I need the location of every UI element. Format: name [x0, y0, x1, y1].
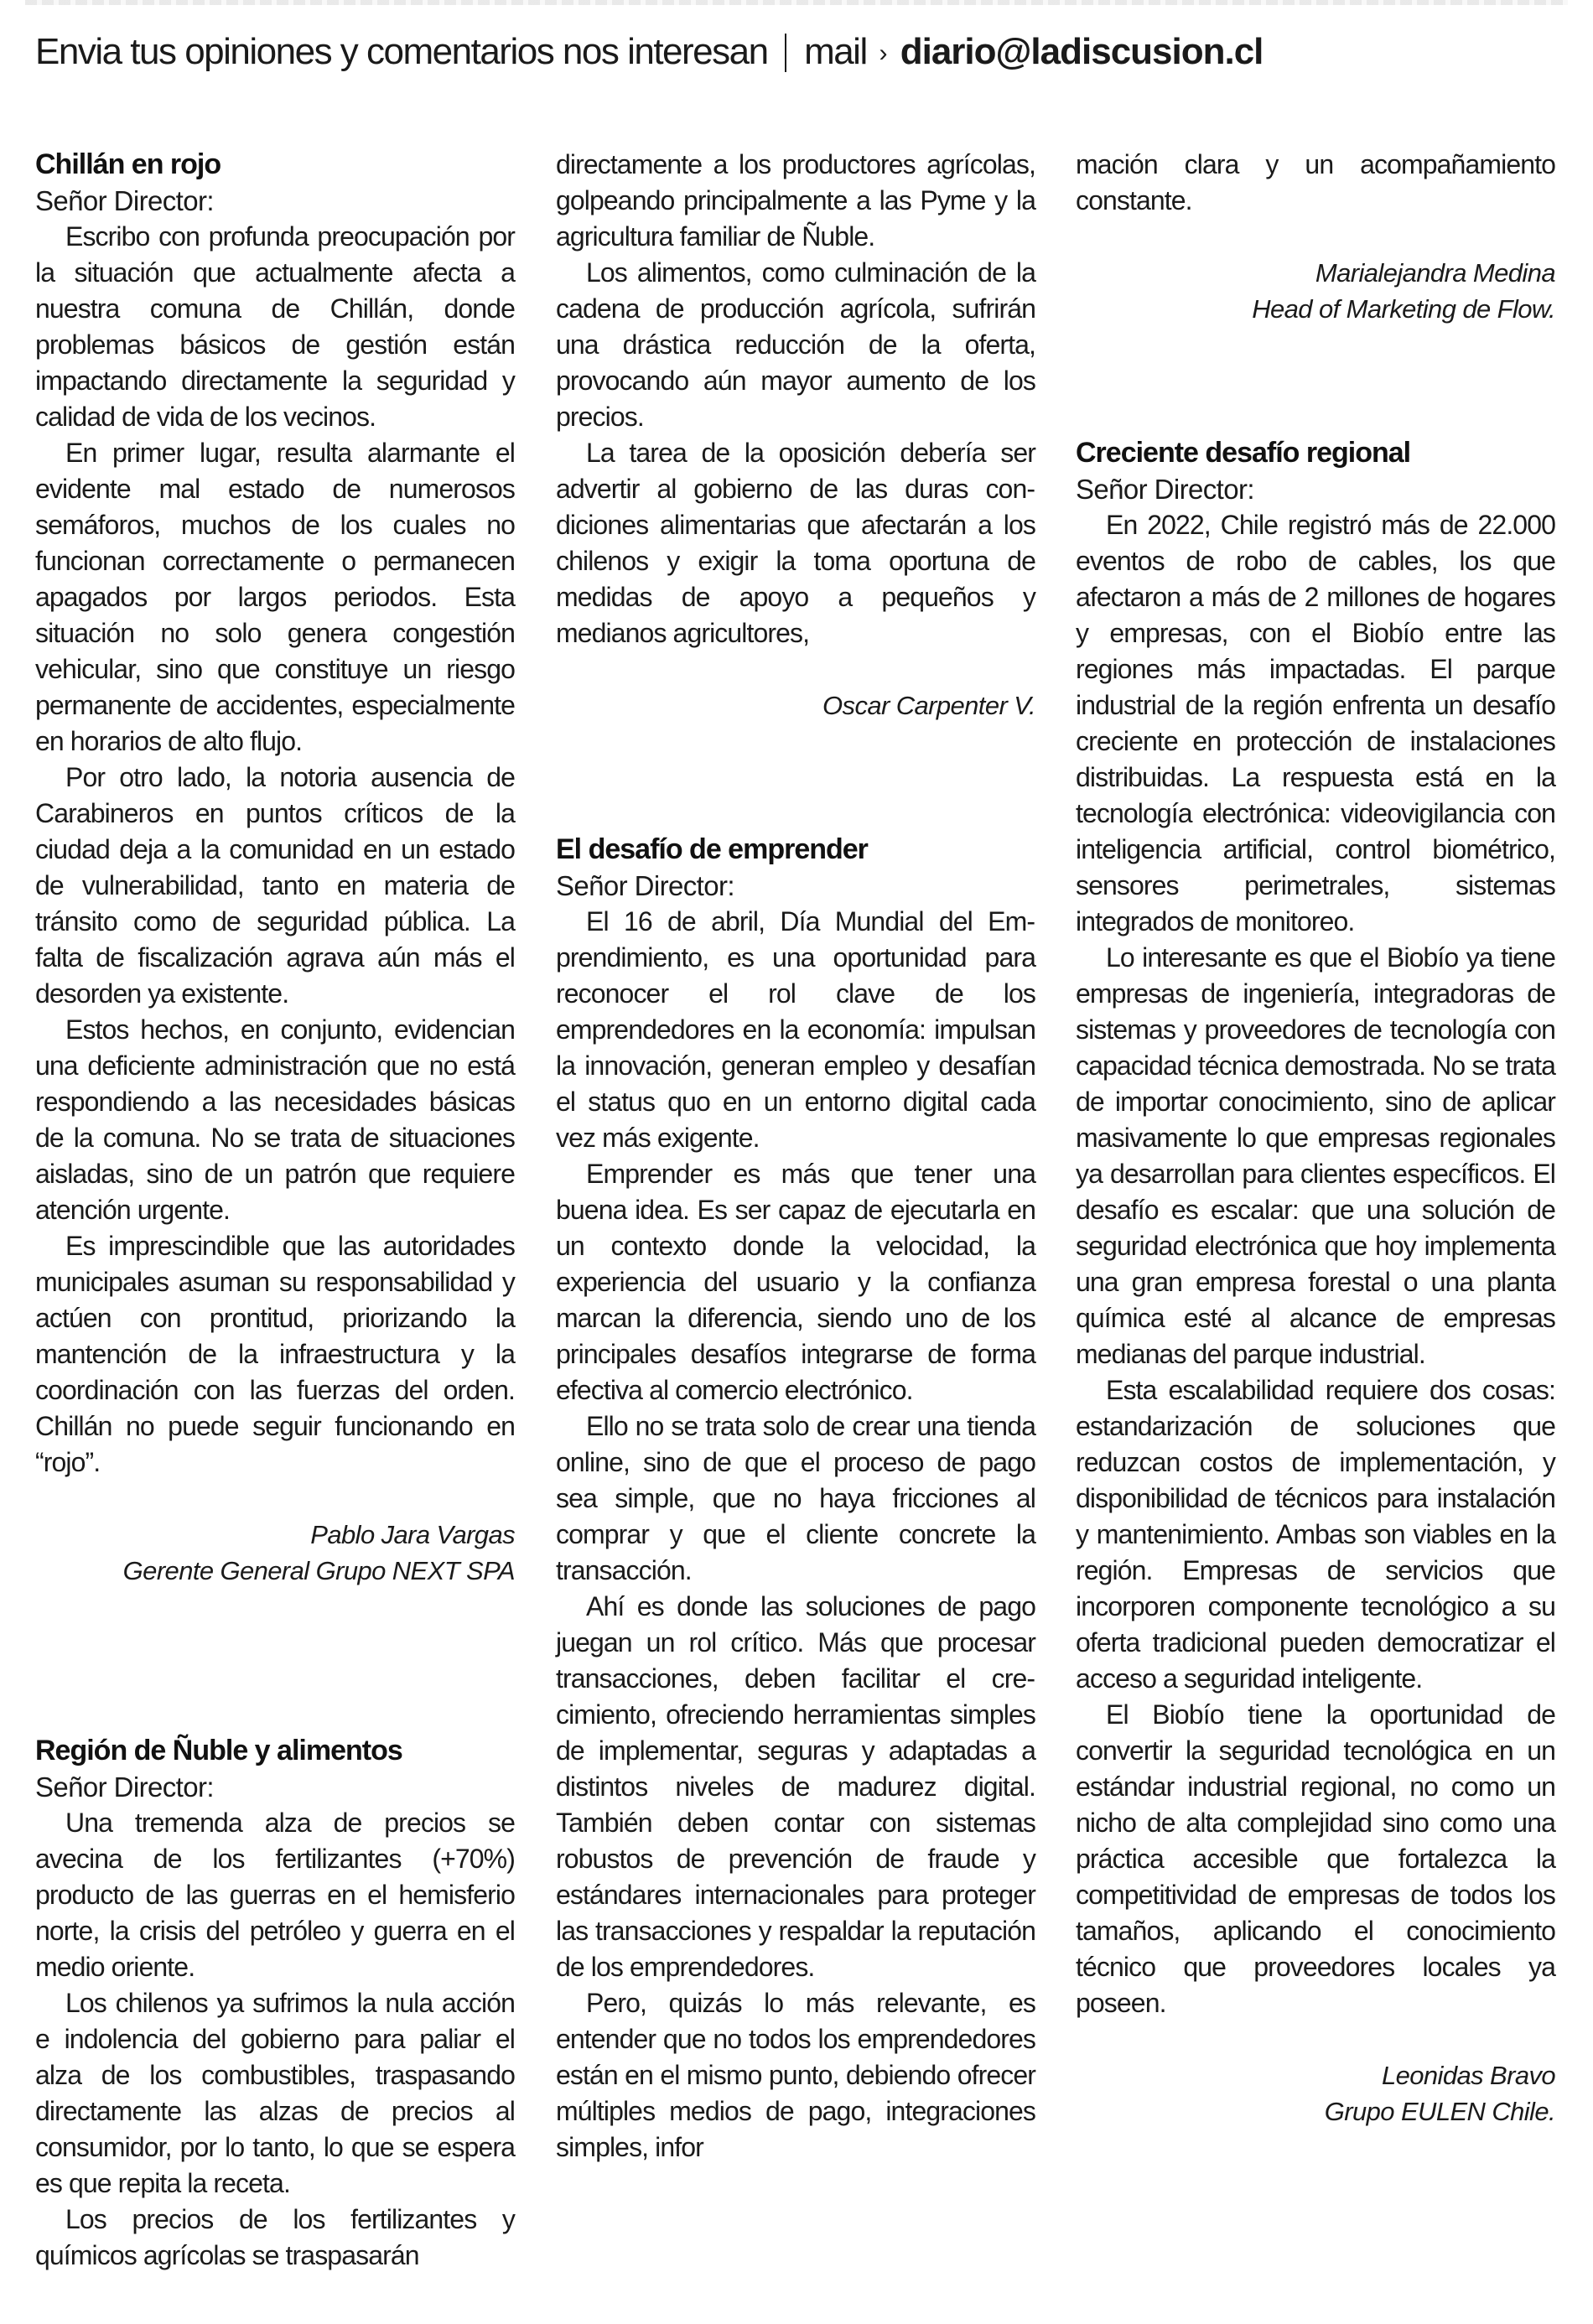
letter-title: Creciente desafío regional	[1076, 437, 1411, 469]
paragraph: El 16 de abril, Día Mundial del Emprendimiento, es una oportunidad para reconocer el rol clave de los emprendedores en la economía: impulsan la innovación, generan empleo y desafían el status quo en un entorno digital cada vez más exigente.	[556, 906, 1035, 1153]
letter-title: Región de Ñuble y alimentos	[35, 1735, 402, 1766]
paragraph: Los chilenos ya sufrimos la nula acción e indolencia del gobierno para paliar el alza de los combustibles, traspasando directamente las alzas de precios al consumidor, por lo tanto, lo que se espera es que repita la receta.	[35, 1988, 515, 2198]
column-3	[1076, 147, 1555, 2129]
signature	[556, 687, 1035, 724]
paragraph: La tarea de la oposición debería ser advertir al gobierno de las duras condiciones alimentarias que afectarán a los chilenos y exigir la toma oportuna de medidas de apoyo a pequeños y medianos agricultores,	[556, 438, 1035, 648]
signature-role: Gerente General Grupo NEXT SPA	[122, 1556, 515, 1585]
email-link[interactable]: diario@ladiscusion.cl	[900, 31, 1264, 72]
paragraph: Es imprescindible que las autoridades municipales asuman su responsabilidad y actúen con prontitud, priorizando la mantención de la infraestructura y la coordinación con las fuerzas del orden. Chillán no puede seguir funcionando en “rojo”.	[35, 1231, 515, 1477]
separator-bar	[785, 34, 786, 72]
column-1	[35, 147, 515, 2274]
signature-name: Pablo Jara Vargas	[310, 1520, 515, 1549]
signature	[35, 1517, 515, 1589]
paragraph: mación clara y un acompañamiento constante.	[1076, 149, 1555, 215]
salutation: Señor Director:	[556, 870, 734, 901]
mail-label: mail	[804, 31, 867, 72]
signature	[1076, 255, 1555, 327]
signature-name: Marialejandra Medina	[1315, 258, 1555, 288]
paragraph: Pero, quizás lo más relevante, es entender que no todos los emprendedores están en el mismo punto, debiendo ofrecer múltiples medios de pago, integraciones simples, infor	[556, 1988, 1035, 2162]
paragraph: Esta escalabilidad requiere dos cosas: estandarización de soluciones que reduzcan costos de implementación, y disponibilidad de técnicos para instalación y mantenimiento. Ambas son viables en la región. Empresas de servicios que incorporen componente tecnológico a su oferta tradicional pueden democratizar el acceso a seguridad inteligente.	[1076, 1375, 1555, 1694]
letter-chillan-en-rojo	[35, 147, 515, 1589]
paragraph: Lo interesante es que el Biobío ya tiene empresas de ingeniería, integradoras de sistemas y proveedores de tecnología con capacidad técnica demostrada. No se trata de importar conocimiento, sino de aplicar masivamente lo que empresas regionales ya desarrollan para clientes específicos. El desafío es escalar: que una solución de seguridad electrónica que hoy implementa una gran empresa forestal o una planta química esté al alcance de empresas medianas del parque industrial.	[1076, 942, 1555, 1369]
signature-role: Head of Marketing de Flow.	[1252, 294, 1555, 324]
signature-name: Oscar Carpenter V.	[822, 691, 1035, 720]
signature	[1076, 2057, 1555, 2129]
paragraph: Ahí es donde las soluciones de pago juegan un rol crítico. Más que procesar transacciones, deben facilitar el crecimiento, ofreciendo herramientas simples de implementar, seguras y adaptadas a distintos niveles de madurez digital. También deben contar con sistemas robustos de prevención de fraude y estándares internacionales para proteger las transacciones y respaldar la reputación de los emprendedores.	[556, 1591, 1035, 1982]
column-2	[556, 147, 1035, 2166]
paragraph: Estos hechos, en conjunto, evidencian una deficiente administración que no está respondiendo a las necesidades básicas de la comuna. No se trata de situaciones aisladas, sino de un patrón que requiere atención urgente.	[35, 1014, 515, 1225]
feedback-header	[35, 29, 1263, 77]
paragraph: Por otro lado, la notoria ausencia de Carabineros en puntos críticos de la ciudad deja a la comunidad en un estado de vulnerabilidad, tanto en materia de tránsito como de seguridad pública. La falta de fiscalización agrava aún más el desorden ya existente.	[35, 762, 515, 1009]
salutation: Señor Director:	[1076, 474, 1254, 505]
paragraph: En primer lugar, resulta alarmante el evidente mal estado de numerosos semáforos, muchos de los cuales no funcionan correctamente o permanecen apagados por largos periodos. Esta situación no solo genera congestión vehicular, sino que constituye un riesgo permanente de accidentes, especialmente en horarios de alto flujo.	[35, 438, 515, 756]
paragraph: Escribo con profunda preocupación por la situación que actualmente afecta a nuestra comuna de Chillán, donde problemas básicos de gestión están impactando directamente la seguridad y calidad de vida de los vecinos.	[35, 221, 515, 432]
paragraph: Los alimentos, como culminación de la cadena de producción agrícola, sufrirán una drástica reducción de la oferta, provocando aún mayor aumento de los precios.	[556, 257, 1035, 432]
paragraph: directamente a los productores agrícolas, golpeando principalmente a las Pyme y la agricultura familiar de Ñuble.	[556, 149, 1035, 252]
letter-el-desafio-de-emprender	[556, 832, 1035, 2166]
chevron-right-icon: ›	[879, 39, 886, 67]
letter-region-de-nuble-continued	[556, 147, 1035, 724]
letter-title: Chillán en rojo	[35, 148, 221, 180]
salutation: Señor Director:	[35, 185, 214, 216]
salutation: Señor Director:	[35, 1772, 214, 1803]
paragraph: Ello no se trata solo de crear una tienda online, sino de que el proceso de pago sea simple, que no haya fricciones al comprar y que el cliente concrete la transacción.	[556, 1411, 1035, 1585]
paragraph: En 2022, Chile registró más de 22.000 eventos de robo de cables, los que afectaron a más de 2 millones de hogares y empresas, con el Biobío entre las regiones más impactadas. El parque industrial de la región enfrenta un desafío creciente en protección de instalaciones distribuidas. La respuesta está en la tecnología electrónica: videovigilancia con inteligencia artificial, control biométrico, sensores perimetrales, sistemas integrados de monitoreo.	[1076, 510, 1555, 936]
paragraph: El Biobío tiene la oportunidad de convertir la seguridad tecnológica en un estándar industrial regional, no como un nicho de alta complejidad sino como una práctica accesible que fortalezca la competitividad de empresas de todos los tamaños, aplicando el conocimiento técnico que proveedores locales ya poseen.	[1076, 1699, 1555, 2018]
paragraph: Los precios de los fertilizantes y químicos agrícolas se traspasarán	[35, 2204, 515, 2270]
letter-el-desafio-de-emprender-continued	[1076, 147, 1555, 327]
signature-role: Grupo EULEN Chile.	[1324, 2097, 1555, 2126]
cut-off-previous-text	[25, 0, 1568, 5]
paragraph: Una tremenda alza de precios se avecina de los fertilizantes (+70%) producto de las guerras en el hemisferio norte, la crisis del petróleo y guerra en el medio oriente.	[35, 1808, 515, 1982]
letter-creciente-desafio-regional	[1076, 435, 1555, 2129]
paragraph: Emprender es más que tener una buena idea. Es ser capaz de ejecutarla en un contexto donde la velocidad, la experiencia del usuario y la confianza marcan la diferencia, siendo uno de los principales desafíos integrarse de forma efectiva al comercio electrónico.	[556, 1159, 1035, 1405]
letter-title: El desafío de emprender	[556, 833, 868, 865]
letter-region-de-nuble	[35, 1733, 515, 2274]
feedback-prompt: Envia tus opiniones y comentarios nos interesan	[35, 31, 768, 72]
signature-name: Leonidas Bravo	[1381, 2061, 1555, 2090]
